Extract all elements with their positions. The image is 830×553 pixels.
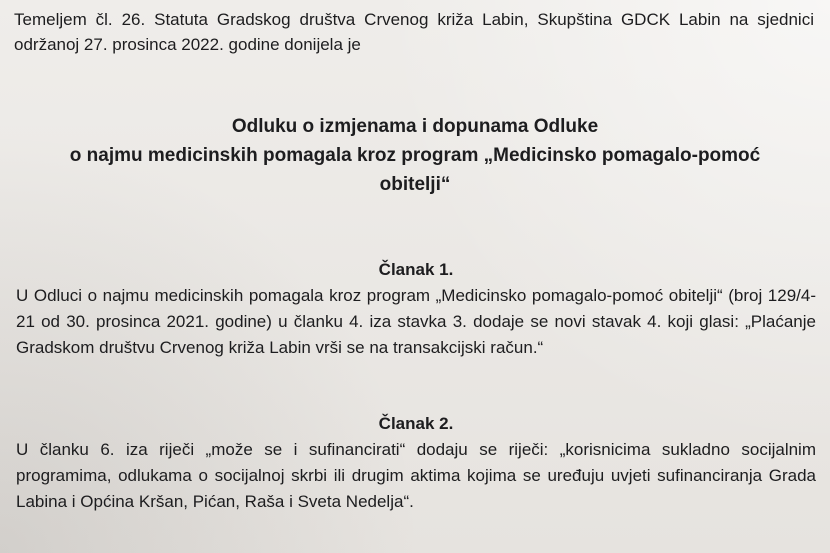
article-1-body: U Odluci o najmu medicinskih pomagala kroz program „Medicinsko pomagalo-pomoć obitelji“ (broj 129/4-21 od 30. prosinca 2021. godine) u članku 4. iza stavka 3. dodaje se novi stavak 4. koji glasi: „Plaćanje Gradskom društvu Crvenog križa Labin vrši se na transakcijski račun.“ [16, 286, 816, 357]
decision-title [0, 112, 830, 199]
title-line-1: Odluku o izmjenama i dopunama Odluke [231, 116, 599, 137]
title-line-3: obitelji“ [379, 174, 451, 195]
intro-paragraph: Temeljem čl. 26. Statuta Gradskog društva Crvenog križa Labin, Skupština GDCK Labin na sjednici održanoj 27. prosinca 2022. godine donijela je [14, 10, 814, 54]
title-line-2: o najmu medicinskih pomagala kroz program „Medicinsko pomagalo-pomoć [69, 145, 761, 166]
article-1-heading: Članak 1. [378, 260, 454, 279]
article-1 [16, 257, 816, 361]
article-2-heading: Članak 2. [378, 414, 454, 433]
article-2-body: U članku 6. iza riječi „može se i sufinancirati“ dodaju se riječi: „korisnicima sukladno socijalnim programima, odlukama o socijalnoj skrbi ili drugim aktima kojima se uređuju uvjeti sufinanciranja Grada Labina i Općina Kršan, Pićan, Raša i Sveta Nedelja“. [16, 440, 816, 511]
article-2 [16, 411, 816, 515]
